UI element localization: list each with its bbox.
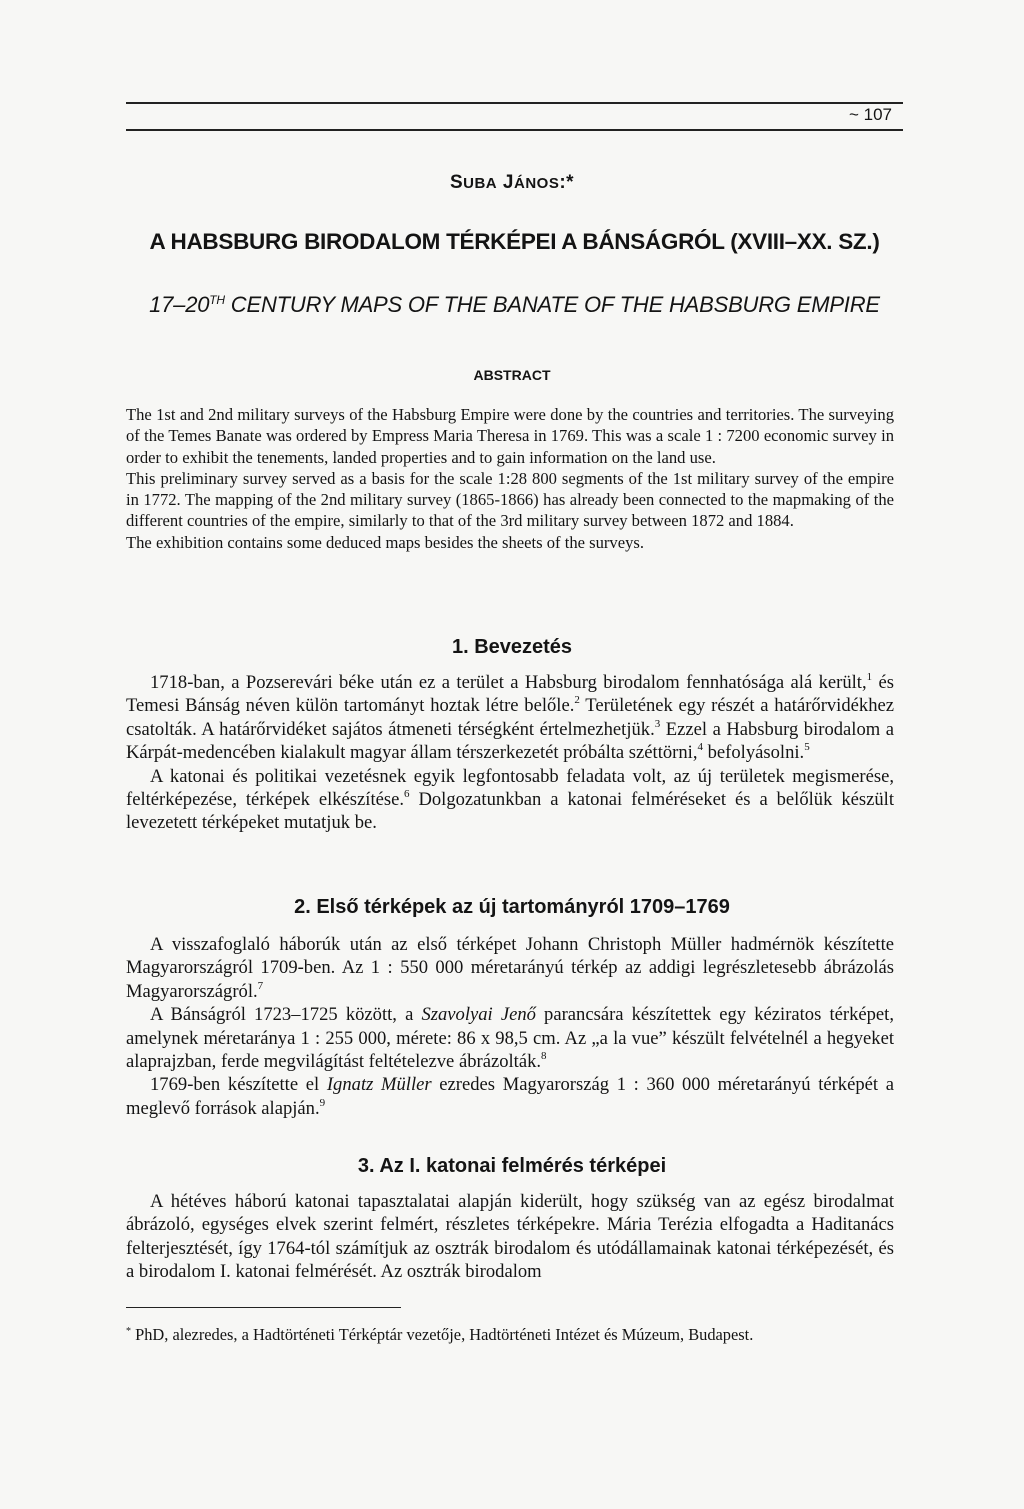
paragraph: 1718-ban, a Pozserevári béke után ez a terület a Habsburg birodalom fennhatósága alá került,$^1$ és Temesi Bánság néven külön tartományt hoztak létre belőle.$^2$ Területének egy részét a határőrvidékhez csatolták. A határőrvidéket sajátos átmeneti térségként értelmezhetjük.$^3$ Ezzel a Habsburg birodalom a Kárpát-medencében kialakult magyar állam térszerkezetét próbálta széttörni,$^4$ befolyásolni.$^5$ bbox=[126, 671, 895, 764]
paragraph: A hétéves háború katonai tapasztalatai alapján kiderült, hogy szükség van az egész birodalmat ábrázoló, egységes elvek szerint felmért, részletes térképekre. Mária Terézia elfogadta a Haditanács felterjesztését, így 1764-tól számítjuk az osztrák birodalom és utódállamainak katonai térképezését, és a birodalom I. katonai felmérését. Az osztrák birodalom bbox=[126, 1191, 894, 1283]
page-number: ~ 107 bbox=[848, 105, 892, 124]
abstract-paragraph: This preliminary survey served as a basis for the scale 1:28 800 segments of the 1st military survey of the empire in 1772. The mapping of the 2nd military survey (1865-1866) has already been connected to the mapmaking of the different countries of the empire, similarly to that of the 3rd military survey between 1872 and 1884. bbox=[126, 468, 894, 531]
paragraph: 1769-ben készítette el Ignatz Müller ezredes Magyarország 1 : 360 000 méretarányú térképét a meglevő források alapján.$^9$ bbox=[126, 1074, 894, 1119]
title-english: 17–20TH CENTURY MAPS OF THE BANATE OF THE HABSBURG EMPIRE bbox=[149, 292, 880, 317]
footnote-ref[interactable]: 8 bbox=[541, 1050, 547, 1063]
footnote-ref[interactable]: 5 bbox=[804, 741, 810, 754]
abstract-heading: ABSTRACT bbox=[473, 367, 551, 383]
section-heading: 1. Bevezetés bbox=[451, 636, 573, 658]
footnote-ref[interactable]: 7 bbox=[257, 979, 264, 992]
abstract-paragraph: The 1st and 2nd military surveys of the Habsburg Empire were done by the countries and territories. The surveying of the Temes Banate was ordered by Empress Maria Theresa in 1769. This was a scale 1 : 7200 economic survey in order to exhibit the tenements, landed properties and to gain information on the land use. bbox=[126, 405, 894, 467]
footnote-ref[interactable]: 9 bbox=[319, 1096, 326, 1109]
section-2-body bbox=[126, 933, 894, 1120]
paragraph: A Bánságról 1723–1725 között, a Szavolyai Jenő parancsára készítettek egy kéziratos térképet, amelynek méretaránya 1 : 255 000, mérete: 86 x 98,5 cm. Az „a la vue” készült felvételnél a hegyeket alaprajzban, ferde megvilágítást feltételezve ábrázolták.$^8$ bbox=[126, 1004, 894, 1073]
paragraph: A katonai és politikai vezetésnek egyik legfontosabb feladata volt, az új területek megismerése, feltérképezése, térképek elkészítése.$^6$ Dolgozatunkban a katonai felméréseket és a belőlük készült levezetett térképeket mutatjuk be. bbox=[126, 765, 894, 834]
footnote-ref[interactable]: 4 bbox=[697, 741, 703, 754]
author-name: SUBA JÁNOS:* bbox=[449, 172, 575, 193]
header-rule-bottom bbox=[126, 129, 903, 131]
footnote-ref[interactable]: 1 bbox=[866, 671, 873, 683]
footnote-rule bbox=[126, 1307, 401, 1308]
section-heading: 2. Első térképek az új tartományról 1709–1769 bbox=[294, 896, 730, 918]
section-heading: 3. Az I. katonai felmérés térképei bbox=[357, 1155, 667, 1177]
footnote-ref[interactable]: 3 bbox=[654, 717, 661, 730]
section-3-body bbox=[126, 1190, 894, 1284]
abstract-paragraph: The exhibition contains some deduced maps besides the sheets of the surveys. bbox=[126, 532, 644, 552]
footnote-ref[interactable]: 6 bbox=[404, 788, 410, 801]
footnote-ref[interactable]: 2 bbox=[574, 694, 580, 707]
title-hungarian: A HABSBURG BIRODALOM TÉRKÉPEI A BÁNSÁGRÓL (XVIII–XX. SZ.) bbox=[149, 229, 880, 254]
footnote: * PhD, alezredes, a Hadtörténeti Térképtár vezetője, Hadtörténeti Intézet és Múzeum, Budapest. bbox=[126, 1325, 754, 1344]
paragraph: A visszafoglaló háborúk után az első térképet Johann Christoph Müller hadmérnök készítette Magyarországról 1709-ben. Az 1 : 550 000 méretarányú térkép az addigi legrészletesebb ábrázolás Magyarországról.$^7$ bbox=[126, 934, 894, 1002]
abstract-body bbox=[126, 404, 894, 553]
section-1-body bbox=[126, 671, 894, 835]
